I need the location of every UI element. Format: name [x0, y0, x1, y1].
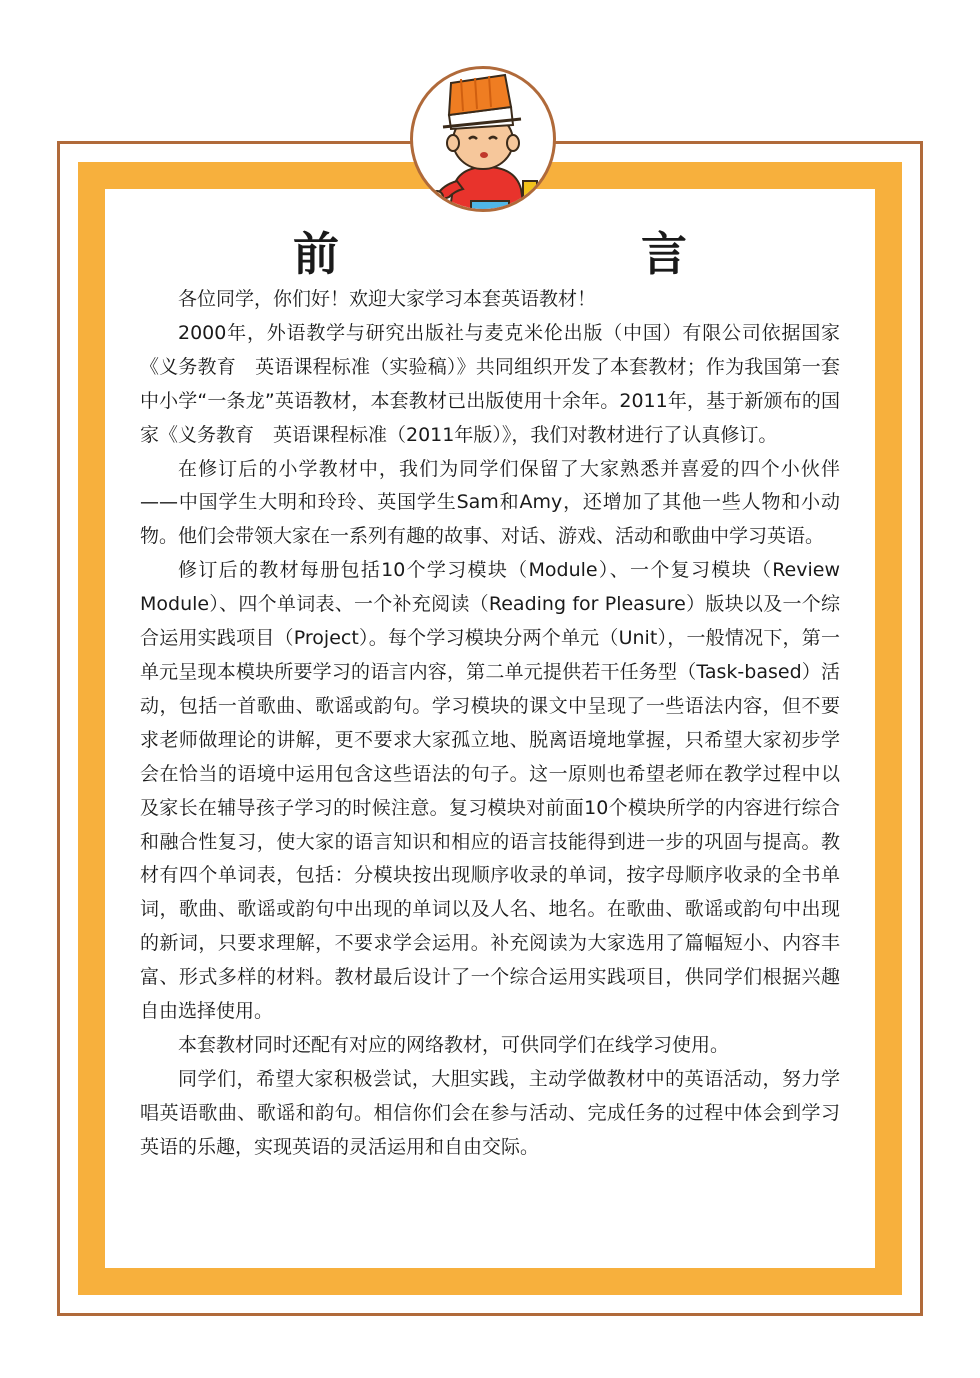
paragraph: 同学们，希望大家积极尝试，大胆实践，主动学做教材中的英语活动，努力学唱英语歌曲、歌谣和韵句。相信你们会在参与活动、完成任务的过程中体会到学习英语的乐趣，实现英语的灵活运用和自由交际。: [140, 1067, 840, 1158]
paragraph: 各位同学，你们好！欢迎大家学习本套英语教材！: [178, 288, 597, 310]
page-title: 前 言: [293, 227, 815, 281]
boy-with-hat-icon: [413, 69, 556, 212]
paragraph: 本套教材同时还配有对应的网络教材，可供同学们在线学习使用。: [178, 1033, 730, 1056]
paragraph: 2000年，外语教学与研究出版社与麦克米伦出版（中国）有限公司依据国家《义务教育 英语课程标准（实验稿）》共同组织开发了本套教材；作为我国第一套中小学“一条龙”英语教材，本套教材已出版使用十余年。2011年，基于新颁布的国家《义务教育 英语课程标准（2011年版）》，我们对教材进行了认真修订。: [140, 321, 840, 446]
paragraph: 修订后的教材每册包括10个学习模块（Module）、一个复习模块（Review Module）、四个单词表、一个补充阅读（Reading for Pleasure）版块以及一个综合运用实践项目（Project）。每个学习模块分两个单元（Unit），一般情况下，第一单元呈现本模块所要学习的语言内容，第二单元提供若干任务型（Task-based）活动，包括一首歌曲、歌谣或韵句。学习模块的课文中呈现了一些语法内容，但不要求老师做理论的讲解，更不要求大家孤立地、脱离语境地掌握，只希望大家初步学会在恰当的语境中运用包含这些语法的句子。这一原则也希望老师在教学过程中以及家长在辅导孩子学习的时候注意。复习模块对前面10个模块所学的内容进行综合和融合性复习，使大家的语言知识和相应的语言技能得到进一步的巩固与提高。教材有四个单词表，包括：分模块按出现顺序收录的单词，按字母顺序收录的全书单词，歌曲、歌谣或韵句中出现的单词以及人名、地名。在歌曲、歌谣或韵句中出现的新词，只要求理解，不要求学会运用。补充阅读为大家选用了篇幅短小、内容丰富、形式多样的材料。教材最后设计了一个综合运用实践项目，供同学们根据兴趣自由选择使用。: [140, 559, 840, 1023]
paragraph: 在修订后的小学教材中，我们为同学们保留了大家熟悉并喜爱的四个小伙伴——中国学生大明和玲玲、英国学生Sam和Amy，还增加了其他一些人物和小动物。他们会带领大家在一系列有趣的故事、对话、游戏、活动和歌曲中学习英语。: [140, 457, 840, 548]
mascot-badge: [410, 66, 556, 212]
preface-body: [140, 283, 840, 1165]
